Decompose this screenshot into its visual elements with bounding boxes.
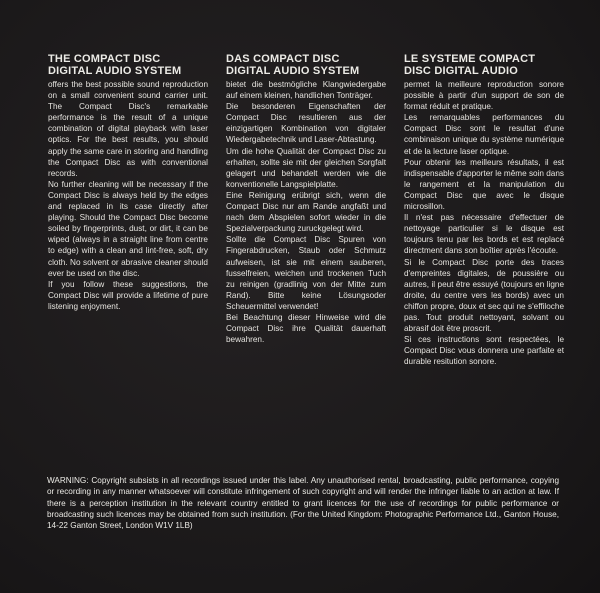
column-title-german: DAS COMPACT DISC DIGITAL AUDIO SYSTEM	[226, 53, 360, 77]
paragraph: Sollte die Compact Disc Spuren von Fingerabdrucken, Staub oder Schmutz aufweisen, ist sie mit einem sauberen, fusselfreien, weichen und trockenen Tuch zu reinigen (gradlinig von der Mitte zum Rand). Bitte keine Lösungsoder Scheuermittel verwendet!	[226, 235, 386, 311]
paragraph: Si ces instructions sont respectées, le Compact Disc vous donnera une parfaite et durable resitution sonore.	[404, 335, 564, 367]
paragraph: Die besonderen Eigenschaften der Compact Disc resultieren aus der einzigartigen Kombination von digitaler Wiedergabetechnik und Laser-Abtastung.	[226, 102, 386, 145]
paragraph: Pour obtenir les meilleurs résultats, il est indispensable d'apporter le même soin dans le rangement et la manipulation du Compact Disc que avec le disque microsillon.	[404, 157, 564, 212]
copyright-warning	[47, 475, 559, 531]
paragraph: offers the best possible sound reproduction on a small convenient sound carrier unit. The Compact Disc's remarkable performance is the result of a unique combination of digital playback with laser optics. For the best results, you should apply the same care in storing and handling the Compact Disc as with conventional records.	[48, 80, 208, 178]
paragraph: Si le Compact Disc porte des traces d'empreintes digitales, de poussière ou autres, il peut être essuyé (toujours en ligne droite, du centre vers les bords) avec un chiffon propre, doux et sec qui ne s'effiloche pas. Tout produit nettoyant, solvant ou abrasif doit être proscrit.	[404, 257, 564, 334]
warning-text: Copyright subsists in all recordings issued under this label. Any unauthorised rental, broadcasting, public performance, copying or recording in any manner whatsoever will constitute infringement of such copyright and will render the infringer liable to an action at law. If there is a perception institution in the relevant country entitled to grant licences for the use of recordings for public performance or broadcasting such licences may be obtained from such institution. (For the United Kingdom: Photographic Performance Ltd., Ganton House, 14-22 Ganton Street, London W1V 1LB)	[47, 476, 559, 531]
paragraph: bietet die bestmögliche Klangwiedergabe auf einem kleinen, handlichen Tonträger.	[226, 80, 386, 101]
column-title-english: THE COMPACT DISC DIGITAL AUDIO SYSTEM	[48, 53, 182, 77]
text-columns	[48, 53, 564, 367]
column-english	[48, 53, 208, 367]
paragraph: permet la meilleure reproduction sonore possible à partir d'un support de son de format réduit et pratique.	[404, 80, 564, 112]
column-french	[404, 53, 564, 367]
paragraph: If you follow these suggestions, the Compact Disc will provide a lifetime of pure listening enjoyment.	[48, 279, 208, 311]
paragraph: Um die hohe Qualität der Compact Disc zu erhalten, sollte sie mit der gleichen Sorgfalt gelagert und behandelt werden wie die konventionelle Langspielplatte.	[226, 146, 386, 189]
paragraph: Les remarquables performances du Compact Disc sont le resultat d'une combinaison unique du système numérique et de la lecture laser optique.	[404, 113, 564, 156]
column-title-french: LE SYSTEME COMPACT DISC DIGITAL AUDIO	[404, 53, 536, 77]
paragraph: Il n'est pas nécessaire d'effectuer de nettoyage particulier si le disque est toujours tenu par les bords et est replacé directment dans son boîtier après l'écoute.	[404, 213, 564, 256]
paragraph: Bei Beachtung dieser Hinweise wird die Compact Disc ihre Qualität dauerhaft bewahren.	[226, 312, 386, 345]
column-german	[226, 53, 386, 367]
paragraph: No further cleaning will be necessary if the Compact Disc is always held by the edges and replaced in its case directly after playing. Should the Compact Disc become soiled by fingerprints, dust, or dirt, it can be wiped (always in a straight line from centre to edge) with a clean and lint-free, soft, dry cloth. No solvent or abrasive cleaner should ever be used on the disc.	[48, 179, 208, 278]
paragraph: Eine Reinigung erübrigt sich, wenn die Compact Disc nur am Rande angfaßt und nach dem Abspielen sofort wieder in die Spezialverpackung zuruckgelegt wird.	[226, 190, 386, 234]
warning-label: WARNING:	[47, 476, 89, 485]
